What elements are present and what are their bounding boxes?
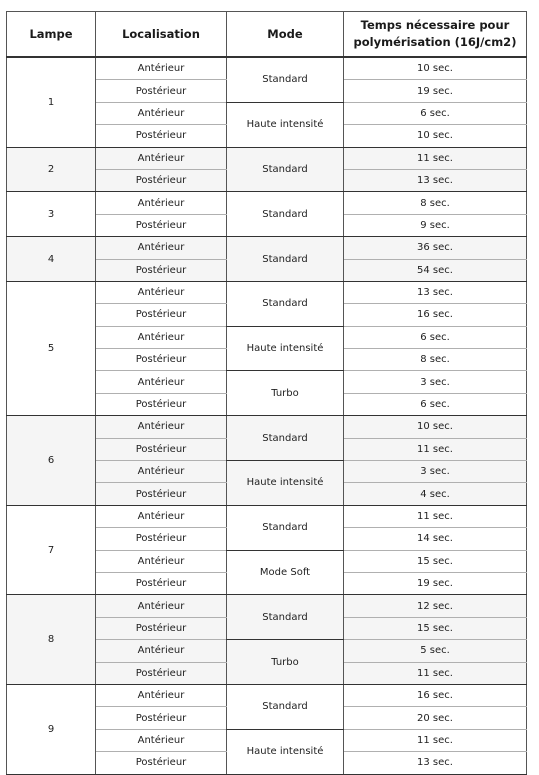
curing-time-cell: 5 sec. — [344, 640, 527, 662]
lamp-group — [7, 505, 527, 595]
curing-time-cell: 19 sec. — [344, 572, 527, 594]
table-header — [7, 12, 527, 58]
curing-time-cell: 15 sec. — [344, 550, 527, 572]
curing-time-cell: 6 sec. — [344, 326, 527, 348]
location-cell: Postérieur — [96, 169, 227, 191]
location-cell: Postérieur — [96, 304, 227, 326]
curing-time-cell: 54 sec. — [344, 259, 527, 281]
curing-time-cell: 4 sec. — [344, 483, 527, 505]
curing-time-cell: 13 sec. — [344, 281, 527, 303]
mode-cell: Haute intensité — [227, 461, 344, 506]
curing-time-cell: 14 sec. — [344, 528, 527, 550]
lamp-group — [7, 237, 527, 282]
mode-cell: Standard — [227, 416, 344, 461]
lamp-number-cell: 4 — [7, 237, 96, 282]
curing-time-cell: 11 sec. — [344, 505, 527, 527]
location-cell: Postérieur — [96, 438, 227, 460]
location-cell: Postérieur — [96, 617, 227, 639]
curing-time-cell: 11 sec. — [344, 729, 527, 751]
location-cell: Antérieur — [96, 640, 227, 662]
curing-time-cell: 36 sec. — [344, 237, 527, 259]
curing-time-cell: 6 sec. — [344, 393, 527, 415]
lamp-group — [7, 147, 527, 192]
curing-time-cell: 10 sec. — [344, 416, 527, 438]
location-cell: Antérieur — [96, 147, 227, 169]
curing-time-cell: 10 sec. — [344, 57, 527, 80]
mode-cell: Haute intensité — [227, 326, 344, 371]
mode-cell: Standard — [227, 147, 344, 192]
mode-cell: Mode Soft — [227, 550, 344, 595]
curing-time-cell: 15 sec. — [344, 617, 527, 639]
location-cell: Antérieur — [96, 461, 227, 483]
table-row — [7, 684, 527, 706]
lamp-number-cell: 7 — [7, 505, 96, 595]
header-lamp: Lampe — [7, 12, 96, 58]
header-location: Localisation — [96, 12, 227, 58]
curing-time-cell: 11 sec. — [344, 438, 527, 460]
location-cell: Antérieur — [96, 595, 227, 617]
lamp-number-cell: 6 — [7, 416, 96, 506]
lamp-number-cell: 9 — [7, 684, 96, 774]
lamp-number-cell: 5 — [7, 281, 96, 415]
location-cell: Antérieur — [96, 729, 227, 751]
curing-time-cell: 19 sec. — [344, 80, 527, 102]
curing-time-cell: 3 sec. — [344, 371, 527, 393]
lamp-group — [7, 57, 527, 147]
mode-cell: Haute intensité — [227, 729, 344, 774]
table-row — [7, 237, 527, 259]
lamp-group — [7, 281, 527, 415]
table-row — [7, 192, 527, 214]
table-row — [7, 147, 527, 169]
mode-cell: Standard — [227, 192, 344, 237]
curing-time-cell: 13 sec. — [344, 752, 527, 774]
location-cell: Postérieur — [96, 662, 227, 684]
mode-cell: Standard — [227, 237, 344, 282]
location-cell: Antérieur — [96, 57, 227, 80]
location-cell: Postérieur — [96, 349, 227, 371]
curing-time-cell: 10 sec. — [344, 125, 527, 147]
mode-cell: Standard — [227, 505, 344, 550]
mode-cell: Standard — [227, 281, 344, 326]
lamp-number-cell: 1 — [7, 57, 96, 147]
location-cell: Antérieur — [96, 326, 227, 348]
curing-time-cell: 3 sec. — [344, 461, 527, 483]
curing-time-cell: 6 sec. — [344, 102, 527, 124]
table-row — [7, 57, 527, 80]
mode-cell: Standard — [227, 595, 344, 640]
location-cell: Postérieur — [96, 483, 227, 505]
curing-time-cell: 13 sec. — [344, 169, 527, 191]
lamp-group — [7, 416, 527, 506]
location-cell: Antérieur — [96, 102, 227, 124]
location-cell: Antérieur — [96, 281, 227, 303]
location-cell: Postérieur — [96, 707, 227, 729]
curing-time-cell: 12 sec. — [344, 595, 527, 617]
mode-cell: Haute intensité — [227, 102, 344, 147]
curing-time-cell: 11 sec. — [344, 147, 527, 169]
curing-time-cell: 16 sec. — [344, 684, 527, 706]
header-row — [7, 12, 527, 58]
mode-cell: Turbo — [227, 371, 344, 416]
location-cell: Postérieur — [96, 528, 227, 550]
table-row — [7, 505, 527, 527]
table-row — [7, 281, 527, 303]
table-row — [7, 416, 527, 438]
mode-cell: Standard — [227, 57, 344, 102]
location-cell: Postérieur — [96, 572, 227, 594]
lamp-group — [7, 684, 527, 774]
location-cell: Antérieur — [96, 237, 227, 259]
location-cell: Postérieur — [96, 752, 227, 774]
location-cell: Antérieur — [96, 684, 227, 706]
location-cell: Postérieur — [96, 214, 227, 236]
curing-time-table — [6, 11, 527, 775]
lamp-group — [7, 192, 527, 237]
location-cell: Antérieur — [96, 416, 227, 438]
location-cell: Antérieur — [96, 550, 227, 572]
lamp-number-cell: 8 — [7, 595, 96, 685]
curing-time-cell: 8 sec. — [344, 192, 527, 214]
lamp-number-cell: 3 — [7, 192, 96, 237]
mode-cell: Turbo — [227, 640, 344, 685]
location-cell: Antérieur — [96, 371, 227, 393]
header-curing-time: Temps nécessaire pour polymérisation (16J/cm2) — [344, 12, 527, 58]
curing-time-cell: 16 sec. — [344, 304, 527, 326]
header-mode: Mode — [227, 12, 344, 58]
lamp-group — [7, 595, 527, 685]
location-cell: Antérieur — [96, 505, 227, 527]
curing-time-cell: 8 sec. — [344, 349, 527, 371]
mode-cell: Standard — [227, 684, 344, 729]
location-cell: Postérieur — [96, 259, 227, 281]
location-cell: Postérieur — [96, 80, 227, 102]
location-cell: Antérieur — [96, 192, 227, 214]
lamp-number-cell: 2 — [7, 147, 96, 192]
table-row — [7, 595, 527, 617]
curing-time-cell: 11 sec. — [344, 662, 527, 684]
location-cell: Postérieur — [96, 393, 227, 415]
curing-time-cell: 20 sec. — [344, 707, 527, 729]
location-cell: Postérieur — [96, 125, 227, 147]
curing-time-cell: 9 sec. — [344, 214, 527, 236]
